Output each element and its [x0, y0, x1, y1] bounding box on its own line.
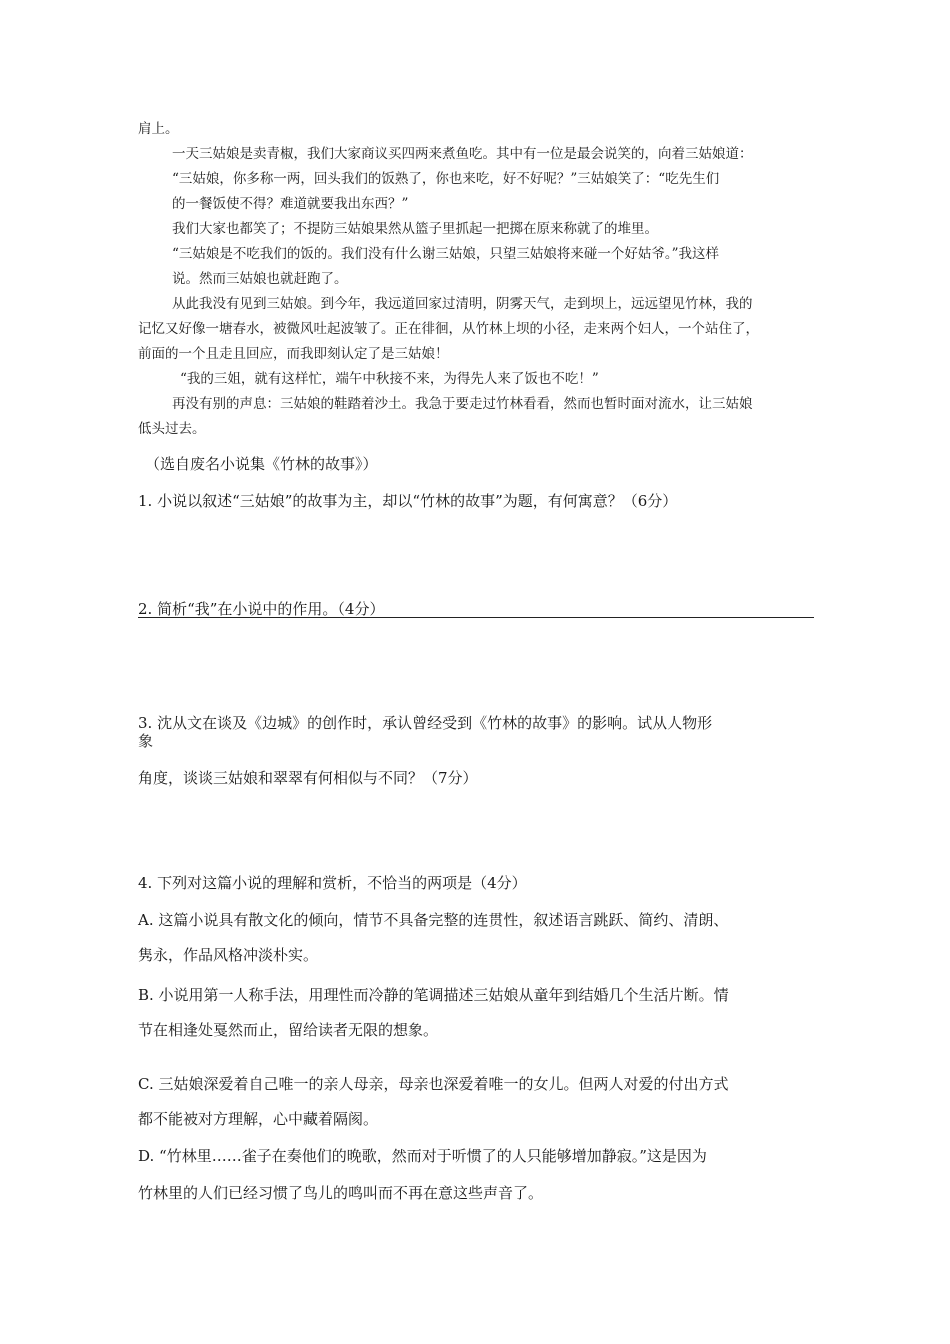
option-b: B. 小说用第一人称手法，用理性而冷静的笔调描述三姑娘从童年到结婚几个生活片断。情 [138, 986, 729, 1004]
question-3-line: 象 [138, 732, 154, 750]
question-3-line: 角度，谈谈三姑娘和翠翠有何相似与不同？（7分） [138, 769, 478, 787]
story-source: （选自废名小说集《竹林的故事》） [145, 455, 378, 473]
question-4: 4. 下列对这篇小说的理解和赏析，不恰当的两项是（4分） [138, 874, 527, 892]
divider-line [138, 617, 814, 618]
story-line: “我的三姐，就有这样忙，端午中秋接不来，为得先人来了饭也不吃！” [180, 371, 599, 387]
option-a-cont: 隽永，作品风格冲淡朴实。 [138, 946, 319, 964]
story-line: 说。然而三姑娘也就赶跑了。 [172, 271, 348, 287]
story-line: 从此我没有见到三姑娘。到今年，我远道回家过清明，阴雾天气，走到坝上，远远望见竹林，我的 [172, 296, 753, 312]
story-line: “三姑娘，你多称一两，回头我们的饭熟了，你也来吃，好不好呢？”三姑娘笑了：“吃先生们 [172, 171, 720, 187]
option-b-cont: 节在相逢处戛然而止，留给读者无限的想象。 [138, 1021, 439, 1039]
option-d: D. “竹林里……雀子在奏他们的晚歌，然而对于听惯了的人只能够增加静寂。”这是因为 [138, 1147, 707, 1165]
story-line: 的一餐饭使不得？难道就要我出东西？” [172, 196, 409, 212]
story-line: 前面的一个且走且回应，而我即刻认定了是三姑娘！ [138, 346, 449, 362]
question-3-line: 3. 沈从文在谈及《边城》的创作时，承认曾经受到《竹林的故事》的影响。试从人物形 [138, 714, 713, 732]
question-1: 1. 小说以叙述“三姑娘”的故事为主，却以“竹林的故事”为题，有何寓意？（6分） [138, 492, 678, 510]
option-d-cont: 竹林里的人们已经习惯了鸟儿的鸣叫而不再在意这些声音了。 [138, 1184, 544, 1202]
story-line: 我们大家也都笑了；不提防三姑娘果然从篮子里抓起一把掷在原来称就了的堆里。 [172, 221, 658, 237]
story-line: 低头过去。 [138, 421, 206, 437]
option-c: C. 三姑娘深爱着自己唯一的亲人母亲，母亲也深爱着唯一的女儿。但两人对爱的付出方式 [138, 1075, 729, 1093]
question-2: 2. 简析“我”在小说中的作用。（4分） [138, 600, 385, 618]
story-line: 再没有别的声息：三姑娘的鞋踏着沙土。我急于要走过竹林看看，然而也暂时面对流水，让三姑娘 [172, 396, 753, 412]
story-line: 肩上。 [138, 121, 179, 137]
story-line: 记忆又好像一塘春水，被微风吐起波皱了。正在徘徊，从竹林上坝的小径，走来两个妇人，一个站住了， [138, 321, 759, 337]
option-a: A. 这篇小说具有散文化的倾向，情节不具备完整的连贯性，叙述语言跳跃、简约、清朗、 [138, 911, 729, 929]
option-c-cont: 都不能被对方理解，心中藏着隔阂。 [138, 1110, 379, 1128]
story-line: “三姑娘是不吃我们的饭的。我们没有什么谢三姑娘，只望三姑娘将来碰一个好姑爷。”我这样 [172, 246, 720, 262]
story-line: 一天三姑娘是卖青椒，我们大家商议买四两来煮鱼吃。其中有一位是最会说笑的，向着三姑娘道： [172, 146, 753, 162]
